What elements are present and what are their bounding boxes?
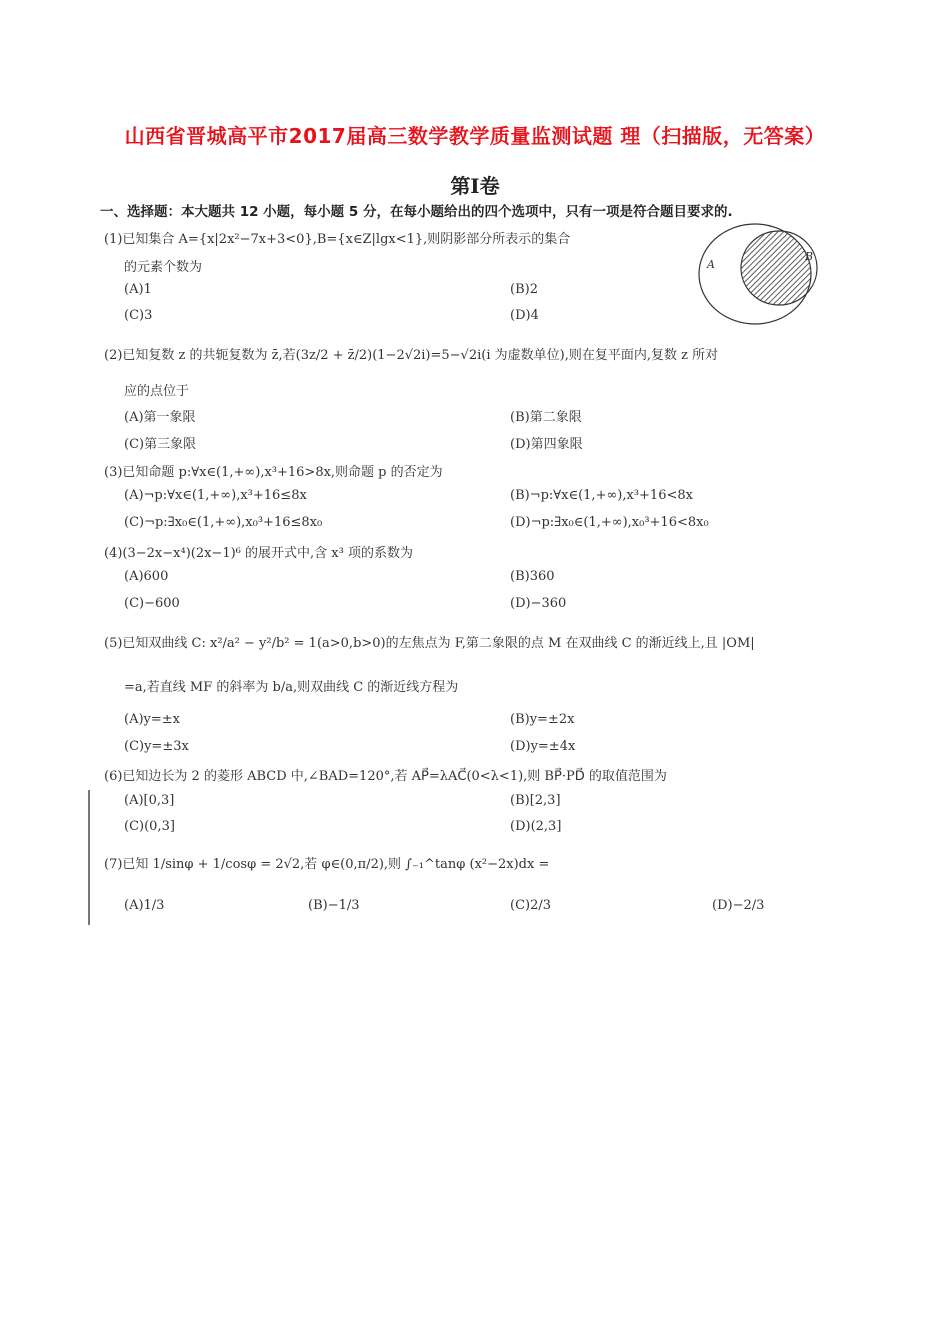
question-4-option-b: (B)360 [510,569,555,584]
question-1-option-a: (A)1 [124,282,152,297]
set-a-label: A [707,258,715,271]
question-7-option-b: (B)−1/3 [308,898,360,913]
question-3-stem: (3)已知命题 p:∀x∈(1,+∞),x³+16>8x,则命题 p 的否定为 [104,465,443,480]
question-1-stem: (1)已知集合 A={x|2x²−7x+3<0},B={x∈Z|lgx<1},则阴影部分所表示的集合 [104,232,571,247]
question-2-option-a: (A)第一象限 [124,410,196,425]
question-6-option-d: (D)(2,3] [510,819,562,834]
question-3-option-a: (A)¬p:∀x∈(1,+∞),x³+16≤8x [124,488,307,503]
question-4-option-c: (C)−600 [124,596,180,611]
question-4-option-a: (A)600 [124,569,169,584]
set-b-label: B [805,250,814,263]
document-title: 山西省晋城高平市2017届高三数学教学质量监测试题 理（扫描版，无答案） [124,124,826,148]
question-3-option-d: (D)¬p:∃x₀∈(1,+∞),x₀³+16<8x₀ [510,515,709,530]
question-4-option-d: (D)−360 [510,596,567,611]
question-2-stem-cont: 应的点位于 [124,384,190,399]
question-6-option-a: (A)[0,3] [124,793,175,808]
question-7-option-a: (A)1/3 [124,898,165,913]
question-2-stem: (2)已知复数 z 的共轭复数为 z̄,若(3z/2 + z̄/2)(1−2√2i)=5−√2i(i 为虚数单位),则在复平面内,复数 z 所对 [104,348,719,363]
question-5-option-c: (C)y=±3x [124,739,189,754]
question-6-option-c: (C)(0,3] [124,819,175,834]
question-3-option-b: (B)¬p:∀x∈(1,+∞),x³+16<8x [510,488,693,503]
section-heading: 一、选择题：本大题共 12 小题，每小题 5 分，在每小题给出的四个选项中，只有一项是符合题目要求的. [100,204,733,220]
question-3-option-c: (C)¬p:∃x₀∈(1,+∞),x₀³+16≤8x₀ [124,515,323,530]
question-7-option-c: (C)2/3 [510,898,552,913]
volume-heading: 第Ⅰ卷 [450,174,500,198]
question-5-option-d: (D)y=±4x [510,739,576,754]
question-5-stem: (5)已知双曲线 C: x²/a² − y²/b² = 1(a>0,b>0)的左焦点为 F,第二象限的点 M 在双曲线 C 的渐近线上,且 |OM| [104,636,755,651]
scan-margin-line [88,790,90,925]
question-5-option-a: (A)y=±x [124,712,180,727]
question-1-option-c: (C)3 [124,308,153,323]
venn-diagram [693,220,833,330]
question-5-stem-cont: =a,若直线 MF 的斜率为 b/a,则双曲线 C 的渐近线方程为 [124,680,459,695]
question-7-option-d: (D)−2/3 [712,898,765,913]
question-4-stem: (4)(3−2x−x⁴)(2x−1)⁶ 的展开式中,含 x³ 项的系数为 [104,546,413,561]
question-1-option-d: (D)4 [510,308,539,323]
question-6-stem: (6)已知边长为 2 的菱形 ABCD 中,∠BAD=120°,若 AP⃗=λAC⃗(0<λ<1),则 BP⃗·PD⃗ 的取值范围为 [104,769,667,784]
question-2-option-b: (B)第二象限 [510,410,582,425]
question-2-option-c: (C)第三象限 [124,437,197,452]
question-1-stem-cont: 的元素个数为 [124,260,203,275]
question-5-option-b: (B)y=±2x [510,712,575,727]
question-6-option-b: (B)[2,3] [510,793,561,808]
question-2-option-d: (D)第四象限 [510,437,583,452]
question-1-option-b: (B)2 [510,282,538,297]
question-7-stem: (7)已知 1/sinφ + 1/cosφ = 2√2,若 φ∈(0,π/2),则 ∫₋₁^tanφ (x²−2x)dx = [104,857,550,872]
